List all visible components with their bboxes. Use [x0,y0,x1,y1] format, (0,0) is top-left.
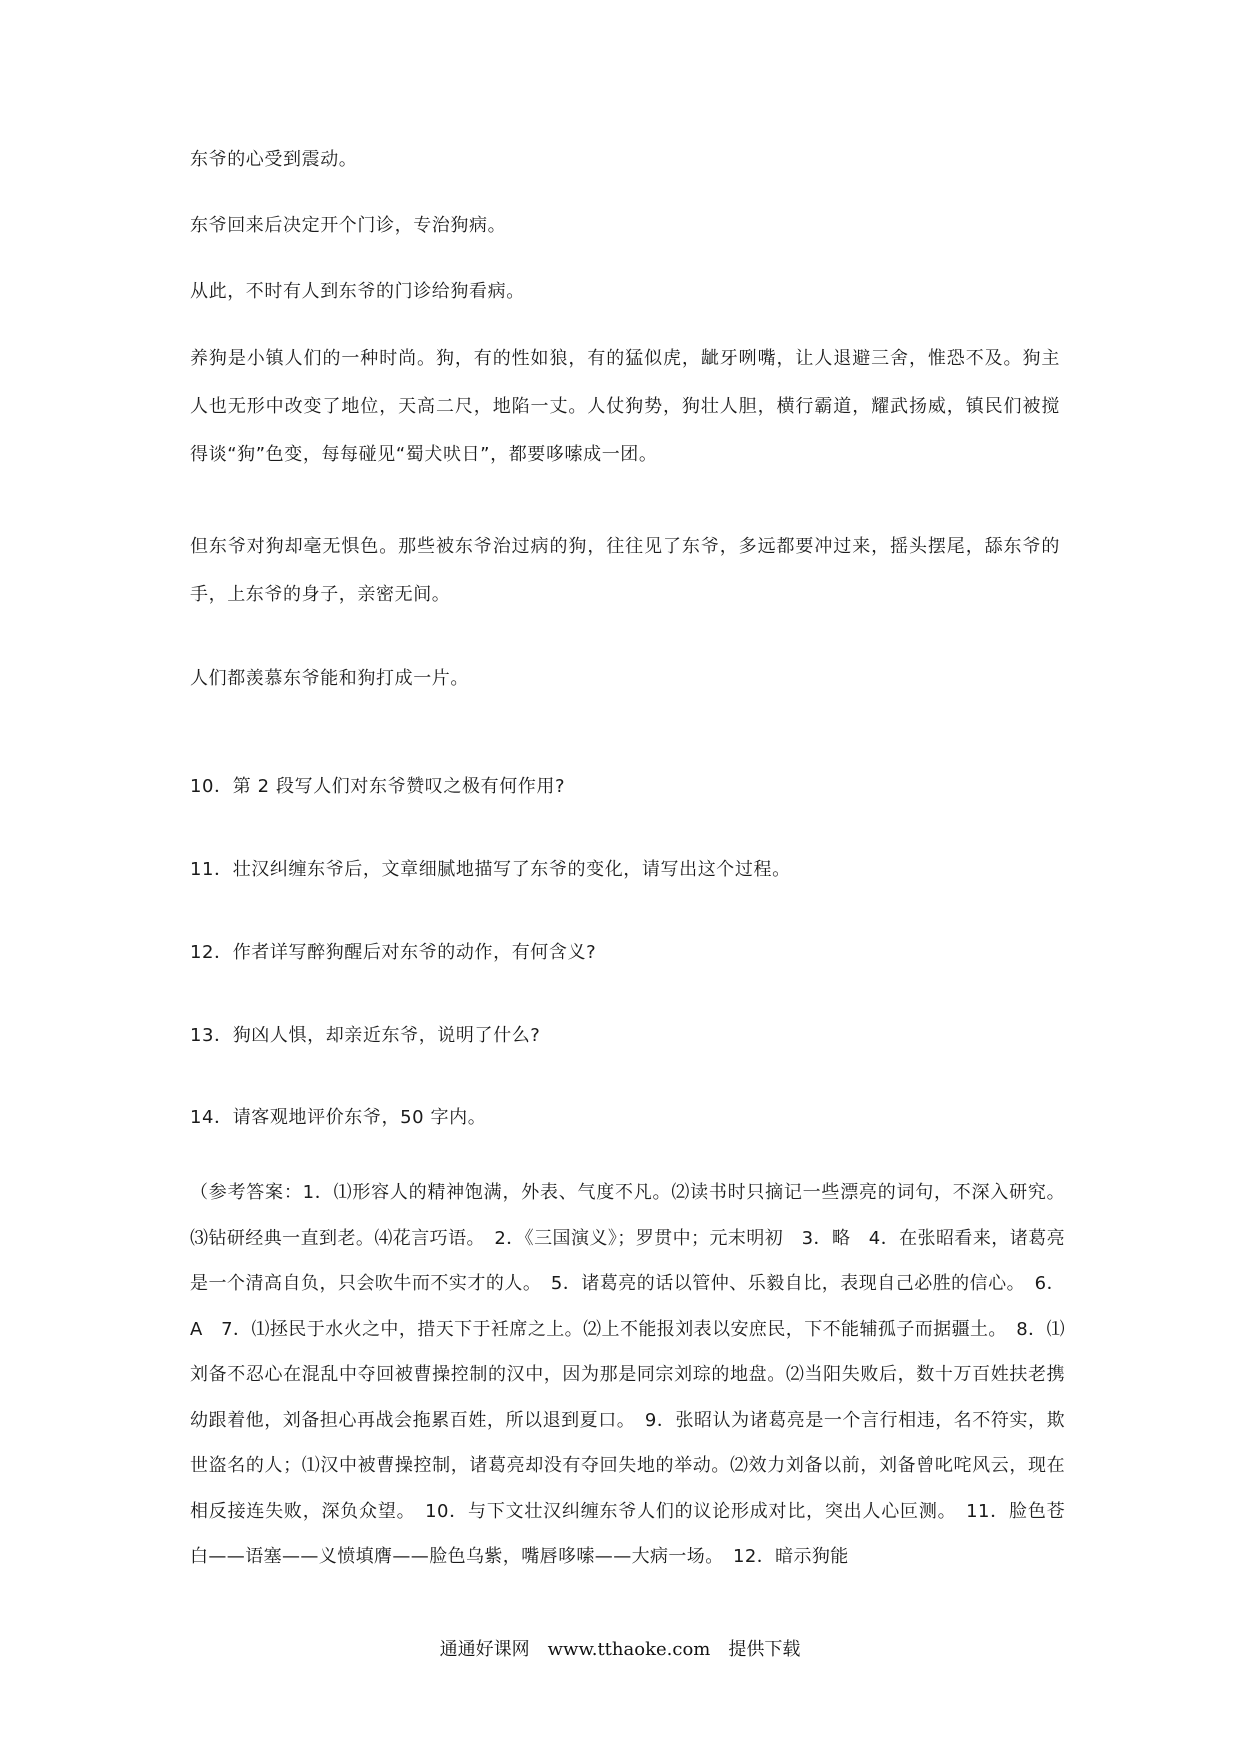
question-10: 10．第 2 段写人们对东爷赞叹之极有何作用? [190,776,566,797]
paragraph-3: 从此，不时有人到东爷的门诊给狗看病。 [190,281,525,302]
paragraph-2: 东爷回来后决定开个门诊，专治狗病。 [190,215,507,236]
paragraph-4: 养狗是小镇人们的一种时尚。狗，有的性如狼，有的猛似虎，龇牙咧嘴，让人退避三舍，惟恐不及。狗主人也无形中改变了地位，天高二尺，地陷一丈。人仗狗势，狗壮人胆，横行霸道，耀武扬威，镇民们被搅得谈“狗”色变，每每碰见“蜀犬吠日”，都要哆嗦成一团。 [190,348,1060,465]
question-11: 11．壮汉纠缠东爷后，文章细腻地描写了东爷的变化，请写出这个过程。 [190,859,791,880]
reference-answers: （参考答案：1．⑴形容人的精神饱满，外表、气度不凡。⑵读书时只摘记一些漂亮的词句，不深入研究。⑶钻研经典一直到老。⑷花言巧语。 2．《三国演义》；罗贯中；元末明初 3．略 4．在张昭看来，诸葛亮是一个清高自负，只会吹牛而不实才的人。 5．诸葛亮的话以管仲、乐毅自比，表现自己必胜的信心。 6．A 7．⑴拯民于水火之中，措天下于衽席之上。⑵上不能报刘表以安庶民，下不能辅孤子而据疆土。 8．⑴刘备不忍心在混乱中夺回被曹操控制的汉中，因为那是同宗刘琮的地盘。⑵当阳失败后，数十万百姓扶老携幼跟着他，刘备担心再战会拖累百姓，所以退到夏口。 9．张昭认为诸葛亮是一个言行相违，名不符实，欺世盗名的人；⑴汉中被曹操控制，诸葛亮却没有夺回失地的举动。⑵效力刘备以前，刘备曾叱咤风云，现在相反接连失败，深负众望。 10．与下文壮汉纠缠东爷人们的议论形成对比，突出人心叵测。 11．脸色苍白——语塞——义愤填膺——脸色乌紫，嘴唇哆嗦——大病一场。 12．暗示狗能 [190,1182,1065,1567]
page-footer: 通通好课网 www.tthaoke.com 提供下载 [439,1639,801,1660]
paragraph-5: 但东爷对狗却毫无惧色。那些被东爷治过病的狗，往往见了东爷，多远都要冲过来，摇头摆尾，舔东爷的手，上东爷的身子，亲密无间。 [190,536,1060,605]
question-14: 14．请客观地评价东爷，50 字内。 [190,1107,487,1128]
paragraph-6: 人们都羡慕东爷能和狗打成一片。 [190,668,469,689]
question-13: 13．狗凶人惧，却亲近东爷，说明了什么? [190,1025,541,1046]
question-12: 12．作者详写醉狗醒后对东爷的动作，有何含义? [190,942,597,963]
paragraph-1: 东爷的心受到震动。 [190,149,358,170]
